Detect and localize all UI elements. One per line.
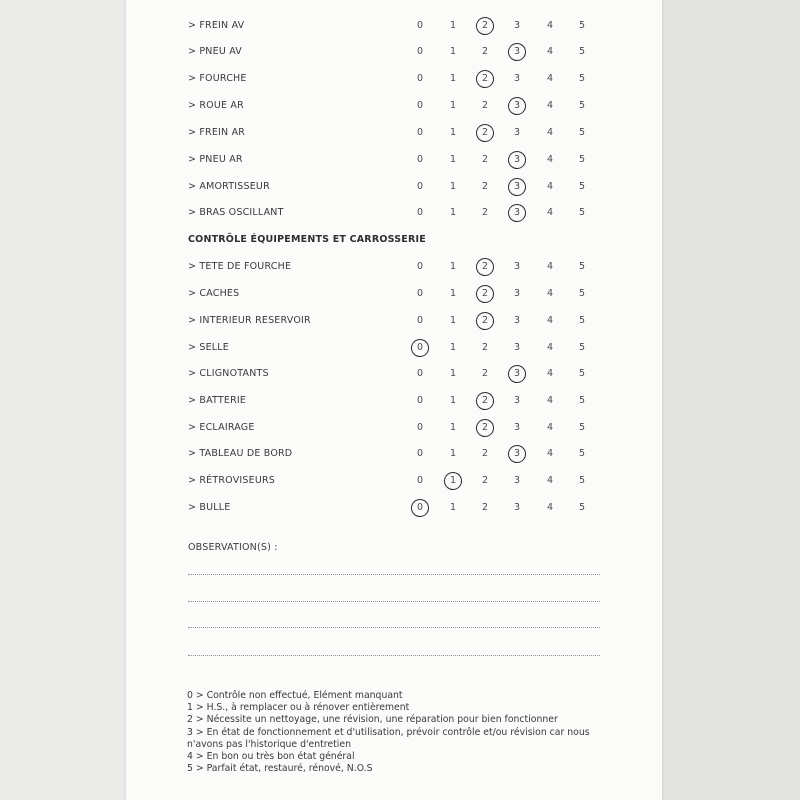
score-option[interactable]: 1 [449,342,457,353]
score-option[interactable]: 3 [513,261,521,272]
check-row [126,444,662,464]
score-option[interactable]: 0 [416,422,424,433]
score-option[interactable]: 1 [449,181,457,192]
score-option[interactable]: 4 [546,288,554,299]
check-label: > ROUE AR [188,100,244,111]
score-option[interactable]: 0 [416,20,424,31]
check-label: > CLIGNOTANTS [188,368,269,379]
score-option[interactable]: 3 [513,20,521,31]
check-row [126,16,662,36]
score-option[interactable]: 0 [416,448,424,459]
score-option[interactable]: 5 [578,288,586,299]
check-label: > TETE DE FOURCHE [188,261,292,272]
check-label: > TABLEAU DE BORD [188,448,293,459]
score-option[interactable]: 1 [449,422,457,433]
check-label: > INTERIEUR RESERVOIR [188,315,311,326]
score-option[interactable]: 1 [449,288,457,299]
score-option[interactable]: 4 [546,422,554,433]
score-option-selected[interactable]: 2 [475,123,495,143]
check-label: > FOURCHE [188,73,247,84]
score-option[interactable]: 3 [513,288,521,299]
check-row [126,69,662,89]
check-row [126,311,662,331]
score-option[interactable]: 4 [546,20,554,31]
score-option[interactable]: 2 [481,207,489,218]
score-option[interactable]: 2 [481,342,489,353]
check-label: > BRAS OSCILLANT [188,207,284,218]
score-option[interactable]: 3 [513,422,521,433]
score-option[interactable]: 1 [449,46,457,57]
score-option-selected[interactable]: 3 [507,364,527,384]
score-option[interactable]: 0 [416,207,424,218]
check-label: > AMORTISSEUR [188,181,270,192]
score-option[interactable]: 5 [578,154,586,165]
score-option[interactable]: 0 [416,127,424,138]
score-option[interactable]: 1 [449,100,457,111]
score-option-selected[interactable]: 2 [475,391,495,411]
check-label: > BATTERIE [188,395,247,406]
score-option[interactable]: 2 [481,154,489,165]
check-label: > FREIN AR [188,127,246,138]
score-option[interactable]: 4 [546,395,554,406]
check-row [126,364,662,384]
observation-line[interactable] [188,601,600,602]
score-option[interactable]: 4 [546,448,554,459]
observation-line[interactable] [188,574,600,575]
check-label: > ECLAIRAGE [188,422,255,433]
score-option[interactable]: 4 [546,342,554,353]
score-option[interactable]: 0 [416,181,424,192]
check-row [126,284,662,304]
score-option[interactable]: 0 [416,475,424,486]
score-option[interactable]: 2 [481,502,489,513]
score-option[interactable]: 4 [546,368,554,379]
score-option[interactable]: 4 [546,127,554,138]
legend-line: 4 > En bon ou très bon état général [187,751,355,763]
score-option-selected[interactable]: 2 [475,257,495,277]
check-row [126,96,662,116]
score-option[interactable]: 1 [449,73,457,84]
check-row [126,418,662,438]
score-option-selected[interactable]: 2 [475,418,495,438]
check-label: > FREIN AV [188,20,245,31]
check-row [126,150,662,170]
score-option[interactable]: 2 [481,46,489,57]
score-option[interactable]: 3 [513,315,521,326]
score-option[interactable]: 3 [513,475,521,486]
score-option[interactable]: 1 [449,154,457,165]
score-option-selected[interactable]: 3 [507,444,527,464]
score-option[interactable]: 5 [578,342,586,353]
score-option[interactable]: 4 [546,46,554,57]
score-option[interactable]: 0 [416,73,424,84]
check-label: > SELLE [188,342,230,353]
score-option[interactable]: 4 [546,73,554,84]
rating-legend [187,690,607,775]
score-option[interactable]: 3 [513,127,521,138]
check-row [126,471,662,491]
score-option-selected[interactable]: 3 [507,96,527,116]
score-option[interactable]: 0 [416,288,424,299]
score-option[interactable]: 2 [481,368,489,379]
background-left [0,0,126,800]
legend-line: 5 > Parfait état, restauré, rénové, N.O.S [187,763,373,775]
legend-line: 2 > Nécessite un nettoyage, une révision, une réparation pour bien fonctionner [187,714,558,726]
score-option[interactable]: 3 [513,342,521,353]
score-option[interactable]: 4 [546,181,554,192]
score-option[interactable]: 2 [481,475,489,486]
score-option-selected[interactable]: 2 [475,311,495,331]
score-option[interactable]: 5 [578,46,586,57]
score-option[interactable]: 0 [416,154,424,165]
score-option-selected[interactable]: 3 [507,42,527,62]
check-row [126,257,662,277]
score-option[interactable]: 5 [578,181,586,192]
score-option[interactable]: 4 [546,100,554,111]
check-label: > PNEU AV [188,46,242,57]
score-option-selected[interactable]: 1 [443,471,463,491]
score-option[interactable]: 3 [513,395,521,406]
score-option[interactable]: 2 [481,448,489,459]
inspection-sheet [126,0,662,800]
legend-line: 0 > Contrôle non effectué, Elément manquant [187,690,403,701]
check-row [126,391,662,411]
score-option-selected[interactable]: 3 [507,150,527,170]
score-option[interactable]: 0 [416,315,424,326]
score-option-selected[interactable]: 3 [507,203,527,223]
score-option[interactable]: 4 [546,475,554,486]
check-label: > RÉTROVISEURS [188,475,276,486]
score-option[interactable]: 5 [578,448,586,459]
score-option[interactable]: 5 [578,315,586,326]
score-option-selected[interactable]: 2 [475,69,495,89]
score-option[interactable]: 0 [416,395,424,406]
background-right [662,0,800,800]
score-option-selected[interactable]: 3 [507,177,527,197]
score-option[interactable]: 5 [578,368,586,379]
score-option[interactable]: 1 [449,261,457,272]
score-option[interactable]: 5 [578,73,586,84]
check-row [126,177,662,197]
check-label: > PNEU AR [188,154,243,165]
check-row [126,338,662,358]
score-option[interactable]: 4 [546,502,554,513]
score-option[interactable]: 5 [578,20,586,31]
score-option[interactable]: 4 [546,154,554,165]
score-option[interactable]: 5 [578,261,586,272]
score-option[interactable]: 0 [416,100,424,111]
section-title: CONTRÔLE ÉQUIPEMENTS ET CARROSSERIE [188,234,426,245]
score-option[interactable]: 1 [449,368,457,379]
score-option[interactable]: 0 [416,46,424,57]
score-option[interactable]: 1 [449,502,457,513]
score-option-selected[interactable]: 2 [475,284,495,304]
score-option[interactable]: 5 [578,475,586,486]
legend-line: 3 > En état de fonctionnement et d'utilisation, prévoir contrôle et/ou révision car nous [187,726,590,738]
score-option[interactable]: 1 [449,448,457,459]
legend-line: 1 > H.S., à remplacer ou à rénover entièrement [187,702,410,714]
score-option[interactable]: 0 [416,368,424,379]
score-option[interactable]: 5 [578,127,586,138]
observation-line[interactable] [188,655,600,656]
check-row [126,203,662,223]
score-option[interactable]: 5 [578,502,586,513]
check-label: > BULLE [188,502,231,513]
score-option-selected[interactable]: 0 [410,498,430,518]
check-label: > CACHES [188,288,240,299]
score-option[interactable]: 1 [449,20,457,31]
score-option[interactable]: 3 [513,73,521,84]
score-option[interactable]: 1 [449,315,457,326]
score-option[interactable]: 2 [481,181,489,192]
score-option[interactable]: 5 [578,207,586,218]
score-option[interactable]: 0 [416,261,424,272]
legend-line: n'avons pas l'historique d'entretien [187,738,351,750]
observation-line[interactable] [188,627,600,628]
score-option[interactable]: 1 [449,207,457,218]
score-option[interactable]: 5 [578,422,586,433]
score-option[interactable]: 4 [546,207,554,218]
score-option-selected[interactable]: 2 [475,16,495,36]
score-option[interactable]: 2 [481,100,489,111]
score-option[interactable]: 4 [546,315,554,326]
observations-label: OBSERVATION(S) : [188,542,278,553]
score-option[interactable]: 5 [578,100,586,111]
score-option-selected[interactable]: 0 [410,338,430,358]
score-option[interactable]: 3 [513,502,521,513]
check-row [126,42,662,62]
score-option[interactable]: 1 [449,127,457,138]
check-row [126,123,662,143]
score-option[interactable]: 4 [546,261,554,272]
score-option[interactable]: 5 [578,395,586,406]
check-row [126,498,662,518]
score-option[interactable]: 1 [449,395,457,406]
